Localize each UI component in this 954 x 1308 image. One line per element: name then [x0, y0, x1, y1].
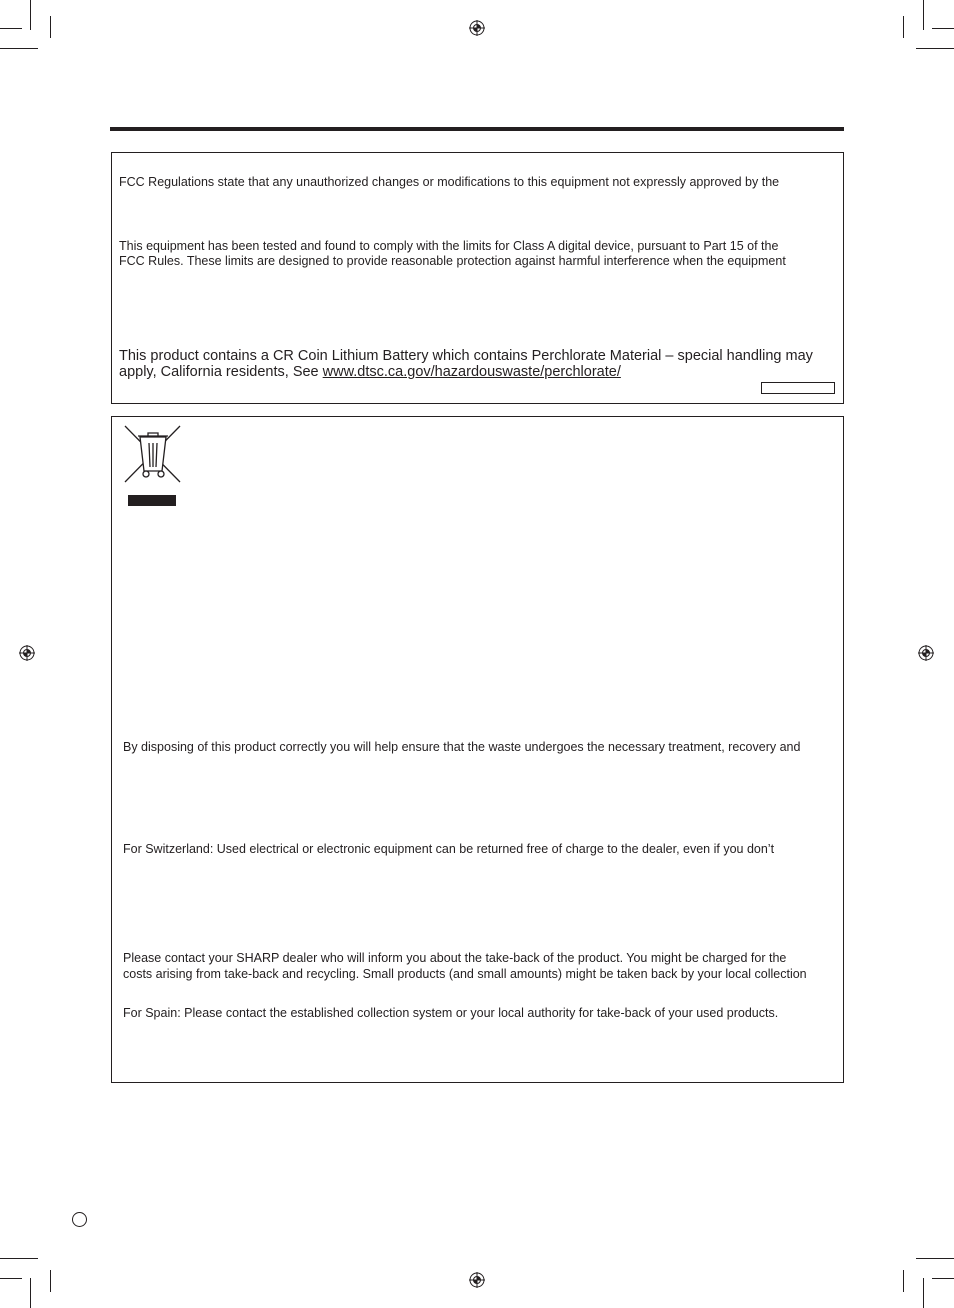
disposing-correctly-text: By disposing of this product correctly you will help ensure that the waste undergoes the necessary treatment, recovery and [123, 740, 801, 754]
crop-mark [903, 16, 904, 38]
fcc-class-a-text-line1: This equipment has been tested and found to comply with the limits for Class A digital device, pursuant to Part 15 of the [119, 239, 779, 253]
crop-mark [50, 16, 51, 38]
registration-mark-icon [19, 645, 35, 661]
crop-mark [923, 1278, 924, 1308]
contact-dealer-text-line1: Please contact your SHARP dealer who will inform you about the take-back of the product. You might be charged for the [123, 951, 787, 965]
bin-symbol-bar [128, 495, 176, 506]
crop-mark [0, 1278, 22, 1279]
crop-mark [50, 1270, 51, 1292]
crop-mark [903, 1270, 904, 1292]
crop-mark [0, 1258, 38, 1259]
crop-mark [30, 0, 31, 30]
perchlorate-link[interactable]: www.dtsc.ca.gov/hazardouswaste/perchlorate/ [322, 364, 621, 380]
spain-text: For Spain: Please contact the established collection system or your local authority for take-back of your used products. [123, 1006, 779, 1020]
crop-mark [30, 1278, 31, 1308]
crop-mark [0, 48, 38, 49]
switzerland-text: For Switzerland: Used electrical or electronic equipment can be returned free of charge to the dealer, even if you don’t [123, 842, 775, 856]
fcc-modifications-text: FCC Regulations state that any unauthorized changes or modifications to this equipment not expressly approved by the [119, 175, 780, 189]
registration-mark-icon [918, 645, 934, 661]
crop-mark [916, 48, 954, 49]
battery-notice-line2 [119, 364, 621, 381]
registration-mark-icon [469, 1272, 485, 1288]
registration-mark-icon [469, 20, 485, 36]
crossed-out-wheelie-bin-icon [122, 423, 184, 485]
contact-dealer-text-line2: costs arising from take-back and recycling. Small products (and small amounts) might be taken back by your local collection [123, 967, 807, 981]
crop-mark [0, 28, 22, 29]
section-heading-rule [110, 127, 844, 131]
battery-notice-prefix: apply, California residents, See [119, 364, 323, 380]
page-number-circle [72, 1212, 87, 1227]
crop-mark [932, 28, 954, 29]
crop-mark [932, 1278, 954, 1279]
crop-mark [916, 1258, 954, 1259]
fcc-class-a-text-line2: FCC Rules. These limits are designed to provide reasonable protection against harmful interference when the equipment [119, 254, 786, 268]
small-outline-box [761, 382, 835, 394]
crop-mark [923, 0, 924, 30]
battery-notice-line1: This product contains a CR Coin Lithium Battery which contains Perchlorate Material – special handling may [119, 348, 813, 364]
